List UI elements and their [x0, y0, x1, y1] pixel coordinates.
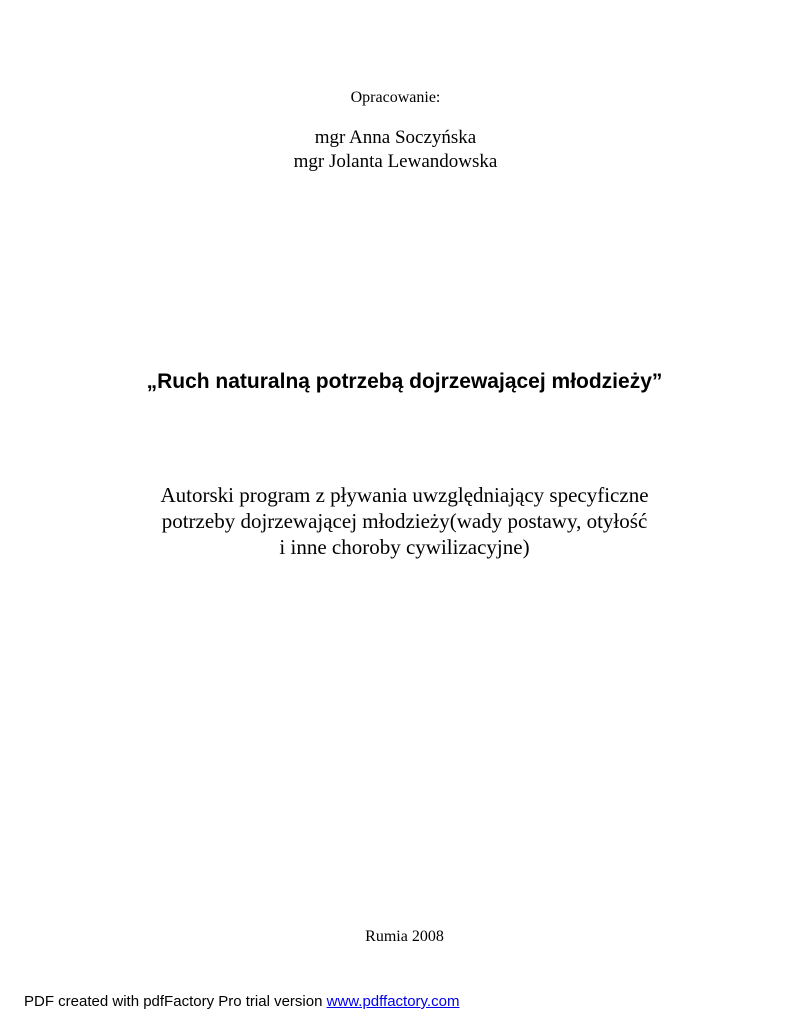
authors-block — [0, 126, 791, 174]
author-2: mgr Jolanta Lewandowska — [293, 151, 498, 172]
pdf-footer — [24, 992, 459, 1012]
prepared-by-label: Opracowanie: — [350, 89, 441, 106]
document-subtitle — [0, 482, 791, 560]
footer-text: PDF created with pdfFactory Pro trial version — [24, 993, 327, 1010]
document-title: „Ruch naturalną potrzebą dojrzewającej młodzieży” — [146, 370, 663, 393]
subtitle-line-1: Autorski program z pływania uwzględniający specyficzne — [160, 483, 649, 507]
footer-link[interactable]: www.pdffactory.com — [326, 993, 460, 1010]
subtitle-line-3: i inne choroby cywilizacyjne) — [279, 535, 530, 559]
author-1: mgr Anna Soczyńska — [314, 127, 477, 148]
place-and-date: Rumia 2008 — [365, 928, 444, 945]
subtitle-line-2: potrzeby dojrzewającej młodzieży(wady postawy, otyłość — [161, 509, 648, 533]
